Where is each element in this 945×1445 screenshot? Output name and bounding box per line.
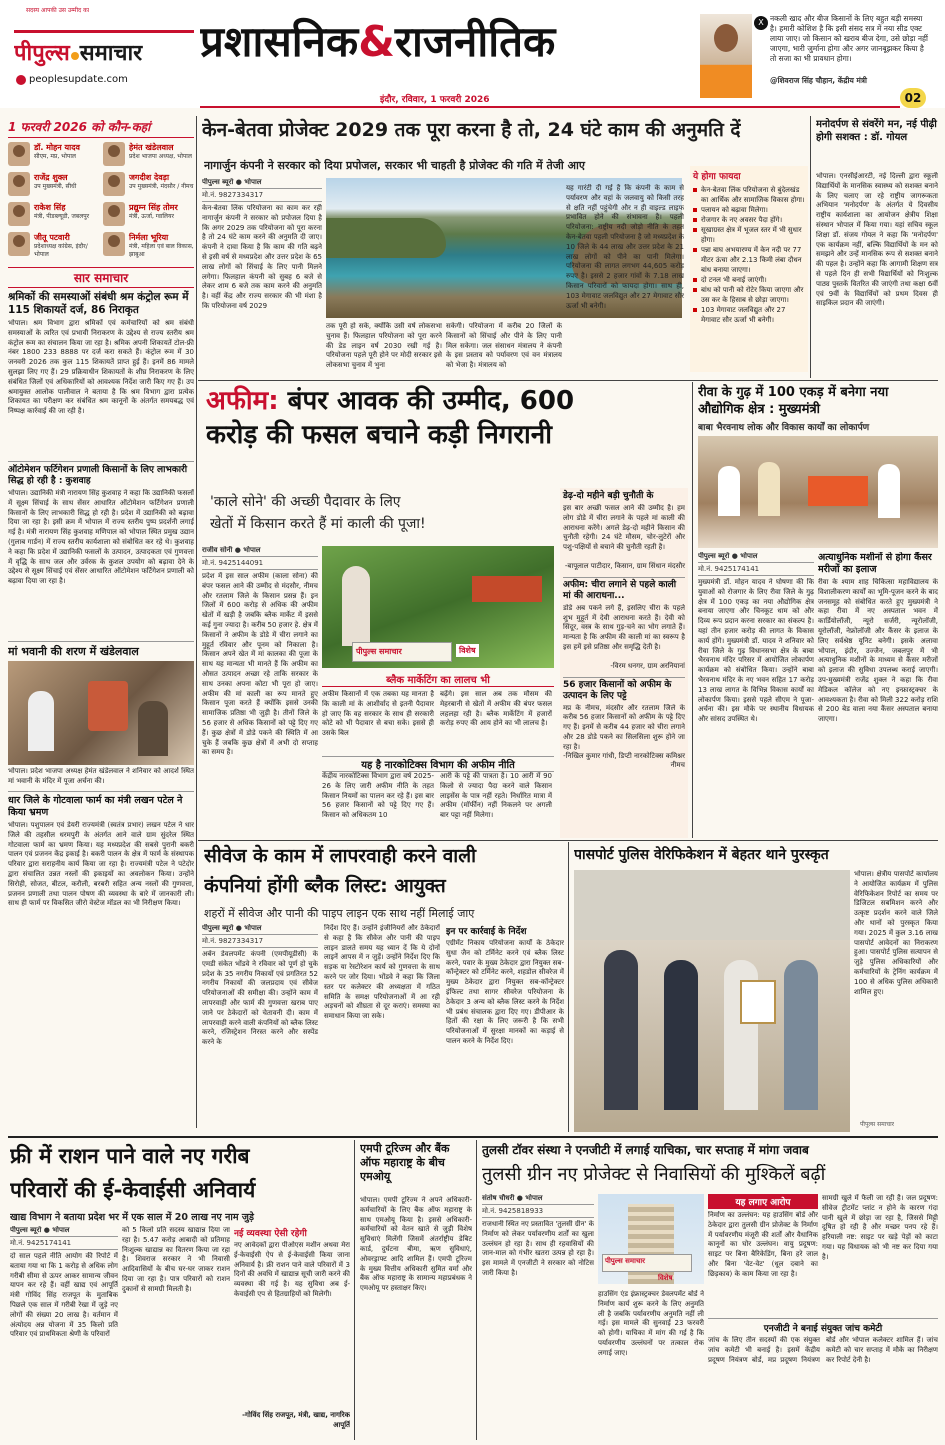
ration-col3-block	[234, 1226, 350, 1438]
person-name: डॉ. मोहन यादव	[34, 143, 80, 152]
tulsi-byline: संतोष चौधरी ● भोपाल	[482, 1194, 594, 1205]
s3-headline: मां भवानी की शरण में खंडेलवाल	[8, 641, 194, 658]
ken-subhead: नागार्जुन कंपनी ने सरकार को दिया प्रपोजल, सरकार भी चाहती है प्रोजेक्ट की गति में तेजी आए	[204, 159, 585, 172]
mid-rule-3	[8, 1136, 938, 1138]
side-head-1: डेढ़-दो महीने बड़ी चुनौती के	[563, 491, 654, 501]
passport-photo	[574, 870, 850, 1132]
sewage-col3: एग्रीमेंट निकाय परियोजना कार्यों के ठेकेदार सुधा जैन को टर्मिनेट करने एवं ब्लैक लिस्ट करने, पवार के मुख्य ठेकेदार द्वारा नियुक्त सब-कॉन्ट्रेक्टर को टर्मिनेट करने, शहडोल सीवरेज में मुख्य ठेकेदार द्वारा नियुक्त सब-कॉन्ट्रेक्टर इंफिल्ट तथा सागर सीवरेज परियोजना के ठेकेदार 3 अन्य को ब्लैक लिस्ट करने के निर्देश भी प्रबंध संचालक द्वारा दिए गए। डीपीआर के हितों की रक्षा के लिए जरूरी है कि सभी परियोजनाओं में सुरक्षा मानकों का कड़ाई से पालन करने के निर्देश दिए।	[446, 939, 564, 1045]
avatar	[103, 142, 125, 166]
ration-col1: दो साल पहले नीति आयोग की रिपोर्ट में बताया गया था कि 1 करोड़ से अधिक लोग गरीबी सीमा से ऊपर आकर सामान्य जीवन यापन कर रहे हैं। वहीं खाद्य एवं आपूर्ति मंत्री गोविंद सिंह राजपूत के मुताबिक पिछले एक साल में गरीबी रेखा में जुड़े नए लोगों की संख्या 20 लाख है। वर्तमान में अंत्योदय अन्न योजना में 35 किलो प्रति परिवार एवं प्राथमिकता श्रेणी के परिवारों	[10, 1252, 118, 1339]
logo-right: समाचार	[79, 41, 143, 66]
bm-col1: अफीम किसानों में एक तबका यह मानता है कि काली मां के आशीर्वाद से इतनी पैदावार हो जाए कि वह सरकार के साथ ही सरकारी कोटे को भी पैदावार से बचा सके। इससे ही उसके बिल	[322, 690, 434, 738]
person-card	[103, 172, 194, 196]
faida-item: दो टनल भी बनाई जाएंगी।	[693, 275, 805, 285]
person-name: प्रद्युम्न सिंह तोमर	[129, 203, 178, 212]
page-number: 02	[900, 88, 926, 108]
person-role: मंत्री, महिला एवं बाल विकास, झाबुआ	[129, 243, 194, 258]
opium-field-photo	[322, 546, 554, 668]
passport-body: भोपाल। क्षेत्रीय पासपोर्ट कार्यालय ने आयोजित कार्यक्रम में पुलिस वेरिफिकेशन रिपोर्ट का समय पर डिजिटल सबमिशन करने और उत्कृष्ट प्रदर्शन करने वाले जिले और थानों को पुरस्कृत किया गया। 2025 में कुल 3.16 लाख पासपोर्ट आवेदनों का निराकरण हुआ। पासपोर्ट पुलिस सत्यापन से जुड़े पुलिस अधिकारियों और कर्मचारियों के ट्रेनिंग कार्यक्रम में 100 से अधिक पुलिस अधिकारी शामिल हुए।	[854, 870, 938, 996]
afeem-headline-line2: करोड़ की फसल बचाने कड़ी निगरानी	[206, 420, 552, 450]
ken-faida-panel	[690, 166, 808, 372]
ration-subhead: खाद्य विभाग ने बताया प्रदेश भर में एक साल में 20 लाख नए नाम जुड़े	[10, 1212, 254, 1223]
sewage-byline: पीपुल्स ब्यूरो ● भोपाल	[202, 924, 318, 935]
ken-right-divider	[810, 116, 811, 378]
ration-mobile: मो.नं. 9425174141	[10, 1239, 118, 1250]
masthead	[0, 0, 945, 108]
rewa-mobile: मो.नं. 9425174141	[698, 565, 814, 576]
tulsi-headline-1: तुलसी टॉवर संस्था ने एनजीटी में लगाई याचिका, चार सप्ताह में मांगा जवाब	[482, 1143, 809, 1157]
passport-credit: पीपुल्स समाचार	[860, 1121, 895, 1128]
sewage-col3-head: इन पर कार्रवाई के निर्देश	[446, 927, 527, 937]
tulsi-col2: हाउसिंग एंड इंफ्रास्ट्रक्चर डेवलपमेंट बोर्ड ने निर्माण कार्य शुरू करने के लिए अनुमति ली है जबकि पर्यावरणीय अनुमति नहीं ली गई। इस मामले की सुनवाई 23 फरवरी को होगी। याचिका में मांग की गई है कि पर्यावरणीय उल्लंघनों पर तत्काल रोक लगाई जाए।	[598, 1290, 704, 1357]
cancer-headline: अत्याधुनिक मशीनों से होगा कैंसर मरीजों का इलाज	[818, 552, 932, 575]
mpt-headline: एमपी टूरिज्म और बैंक ऑफ महाराष्ट्र के बीच एमओयू	[360, 1142, 450, 1183]
ration-headline-1: फ्री में राशन पाने वाले नए गरीब	[10, 1144, 250, 1168]
sewage-right-divider	[568, 842, 569, 1132]
faida-title: ये होगा फायदा	[693, 172, 741, 182]
faida-item: पन्ना बाघ अभयारण्य में केन नदी पर 77 मीटर ऊंचा और 2.13 किमी लंबा दौधन बांध बनाया जाएगा।	[693, 245, 805, 275]
person-card	[8, 172, 99, 196]
cancer-body: रीवा के श्याम शाह चिकित्सा महाविद्यालय के विशालीकरण कार्यों का भूमि-पूजन करने के बाद जनसमूह को संबोधित करते हुए मुख्यमंत्री ने कहा रीवा में नए अस्पताल भवन में कार्डियोलॉजी, न्यूरो सर्जरी, न्यूरोलॉजी, यूरोलॉजी, नेफ्रोलॉजी और कैंसर के इलाज के लिए सर्वश्रेष्ठ यूनिट बनेगी। इसके अलावा भोपाल, इंदौर, उज्जैन, जबलपुर में भी अत्याधुनिक मशीनों के माध्यम से कैंसर मरीजों को इलाज की सुविधा उपलब्ध कराई जाएगी। उप-मुख्यमंत्री राजेंद्र शुक्ल ने कहा कि रीवा मेडिकल कॉलेज को नए इन्फ्रास्ट्रक्चर के आवश्यकता है। रीवा को मिली 322 करोड़ राशि से 200 बेड वाला नया कैंसर अस्पताल बनाया जाएगा।	[818, 578, 938, 724]
faida-item: केन-बेतवा लिंक परियोजना से बुंदेलखंड का आर्थिक और सामाजिक विकास होगा।	[693, 185, 805, 205]
narco-col1: केंद्रीय नारकोटिक्स विभाग द्वारा वर्ष 2025-26 के लिए जारी अफीम नीति के तहत किसान नियमों का पालन कर रहे हैं। इस बार 56 हजार किसानों को पट्टे दिए गए हैं। किसान को अधिकतम 10	[322, 772, 434, 820]
dateline-bar	[200, 92, 900, 108]
person-role: उप मुख्यमंत्री, सीधी	[34, 183, 77, 190]
tulsi-building-photo	[598, 1194, 704, 1284]
side-head-2: अफीम: चीरा लगाने से पहले काली मां की आराधना...	[563, 577, 685, 602]
ration-quote: -गोविंद सिंह राजपूत, मंत्री, खाद्य, नागरिक आपूर्ति	[242, 1411, 350, 1429]
side-head-3: 56 हजार किसानों को अफीम के उत्पादन के लिए पट्टे	[563, 677, 685, 702]
person-card	[103, 142, 194, 166]
afeem-right-divider	[692, 382, 693, 838]
tulsi-mobile: मो.नं. 9425818933	[482, 1207, 594, 1218]
saar-title: सार समाचार	[8, 267, 194, 288]
mid-rule-1	[198, 380, 938, 381]
ken-byline: पीपुल्स ब्यूरो ● भोपाल	[202, 178, 322, 189]
afeem-byline: राजीव सोनी ● भोपाल	[202, 546, 318, 557]
website-url: peoplesupdate.com	[29, 74, 128, 85]
logo-left: पीपुल्स	[14, 41, 70, 66]
ken-byline-block	[202, 178, 322, 389]
ngt-body: जांच के लिए तीन सदस्यों की एक संयुक्त जांच कमेटी भी बनाई है। इसमें केंद्रीय प्रदूषण नियंत्रण बोर्ड, मप्र प्रदूषण नियंत्रण बोर्ड और भोपाल कलेक्टर शामिल हैं। जांच कमेटी को चार सप्ताह में मौके का निरीक्षण कर रिपोर्ट देनी है।	[708, 1336, 938, 1364]
ken-headline: केन-बेतवा प्रोजेक्ट 2029 तक पूरा करना है तो, 24 घंटे काम की अनुमति दें	[202, 119, 741, 141]
s4-body: भोपाल। पशुपालन एवं डेयरी राज्यमंत्री (स्वतंत्र प्रभार) लखन पटेल ने धार जिले की तहसील धरमपुरी के अंतर्गत आने वाले ग्राम सुंदरेल स्थित गोटवाला फार्म का भ्रमण किया। यह मध्यप्रदेश की सबसे पुरानी बकरी पालन एवं प्रजनन केंद्र इकाई है। बकरी पालन के क्षेत्र में फार्म के संस्थापक परिवार द्वारा सराहनीय कार्य किया जा रहा है। राज्यमंत्री पटेल ने पटेदोर द्वारा संचालित उन्नत नस्लों की इकाइयों का अवलोकन किया। उन्होंने सिरोही, सोजत, बीटल, करौली, बरबरी सहित अन्य नस्लों की गुणवत्ता, प्रजनन प्रणाली तथा पालन पोषण की व्यवस्था के बारे में जानकारी ली। साथ ही फार्म पर विकसित जीरो वेस्टेज मॉडल का भी निरीक्षण किया।	[8, 821, 194, 908]
person-role: प्रदेश भाजपा अध्यक्ष, भोपाल	[129, 153, 192, 160]
afeem-col1: प्रदेश में इस साल अफीम (काला सोना) की बंपर फसल आने की उम्मीद से मंदसौर, नीमच और रतलाम जिले के किसान प्रसन्न हैं। इन जिलों में 600 करोड़ से अधिक की अफीम खेतों में खड़ी है जबकि ब्लैक मार्केट में इससे कई गुना ज्यादा है। करीब 50 हजार हे. क्षेत्र में किसानों ने अफीम के डोडे में चीरा लगाने का मुहूर्त रविवार और पूनम को निकाला है। किसान अपने खेत में मां कालका की पूजा के साथ यह मान्यता भी मानते हैं कि अफीम का औसत उत्पादन अच्छा रहे ताकि सरकार के साथ उनका अपना कोटा भी पूरा हो जाए। अफीम की मां काली का रूप मानते हुए किसान पूजा करते हैं क्योंकि इससे उनकी सामाजिक प्रतिष्ठा भी जुड़ी है। तीनों जिले के 56 हजार से अधिक किसानों को पट्टे दिए गए हैं। कुछ क्षेत्रों में डोडे पकने की स्थिति में आ चुके हैं जबकि कुछ क्षेत्रों में अभी दो सप्ताह का समय है।	[202, 572, 318, 757]
ration-col3: नए आवेदकों द्वारा पीओएस मशीन अथवा मेरा ई-केवाईसी ऐप से ई-केवाईसी किया जाना अनिवार्य है। फ्री राशन पाने वाले परिवारों में 3 दिनों की अवधि में खाद्यान्न सूची जारी करने की व्यवस्था की गई है। यह सुविधा अब ई-केवाईसी एप से हितग्राहियों को मिलेगी।	[234, 1241, 350, 1298]
section-title	[200, 12, 700, 78]
ken-col4-main: यह गारंटी दी गई है कि कंपनी के काम से पर्यावरण और वहां के जलवायु को किसी तरह से क्षति नहीं पहुंचेगी और न ही वाइल्ड लाइफ प्रभावित होने की संभावना है। पहली परियोजना: राष्ट्रीय नदी जोड़ो नीति के तहत केन-बेतवा पहली परियोजना है जो मध्यप्रदेश के 10 जिले के 44 लाख और उत्तर प्रदेश के 21 लाख लोगों को पीने का पानी मिलेगा। परियोजना की लागत लगभग 44,605 करोड़ रुपए है। इससे 2 हजार गांवों के 7.18 लाख किसान परिवारों को फायदा होगा। साथ ही, 103 मेगावाट जलविद्युत और 27 मेगावाट सौर ऊर्जा भी बनेगी।	[566, 184, 684, 310]
avatar	[103, 202, 125, 226]
globe-icon	[16, 75, 26, 85]
mid-rule-2	[198, 840, 938, 841]
side-quote-3: -निखिल कुमार गांधी, डिप्टी नारकोटिक्स कमिश्नर नीमच	[563, 751, 685, 770]
tulsi-headline-2: तुलसी ग्रीन नए प्रोजेक्ट से निवासियों की मुश्किलें बढ़ीं	[482, 1164, 826, 1185]
arop-body: निर्माण का उल्लंघन: यह हाउसिंग बोर्ड और ठेकेदार द्वारा तुलसी ग्रीन प्रोजेक्ट के निर्माण में पर्यावरणीय मंजूरी की शर्तों और वैधानिक कानूनों का घोर उल्लंघन। वायु प्रदूषण: साइट पर बिना बैरिकेडिंग, बिना हरे जाल और बिना 'वेट-वेट' (धूल दबाने का छिड़काव) के काम किया जा रहा है।	[708, 1211, 818, 1278]
left-column	[8, 118, 194, 1130]
afeem-headline-red: अफीम:	[206, 386, 279, 416]
people-grid	[8, 142, 194, 263]
side-body-3: मप्र के नीमच, मंदसौर और रतलाम जिले के करीब 56 हजार किसानों को अफीम के पट्टे दिए गए हैं। इनमें से करीब 44 हजार को चीरा लगाने और 28 डोडे पकने का सिलसिला शुरू होने जा रहा है।	[563, 703, 685, 751]
person-role: उप मुख्यमंत्री, मंदसौर / नीमच	[129, 183, 194, 190]
temple-photo	[8, 661, 194, 765]
logo	[14, 30, 194, 70]
tulsi-col1-block	[482, 1194, 594, 1430]
tulsi-photo-tag: विशेष	[658, 1274, 673, 1282]
sewage-col1-block	[202, 924, 318, 1128]
bm-col2: बढ़ेंगे। इस साल अब तक मौसम की मेहरबानी से खेतों में अफीम की बंपर फसल लहलहा रही है। ब्लैक मार्केटिंग में हजारों करोड़ रुपए की आय होने का भी लालच है।	[440, 690, 552, 728]
s2-headline: ऑटोमेशन फर्टिगेशन प्रणाली किसानों के लिए लाभकारी सिद्ध हो रही है : कुशवाह	[8, 461, 194, 487]
person-role: प्रदेशाध्यक्ष कांग्रेस, इंदौर/भोपाल	[34, 243, 88, 258]
rewa-body: मुख्यमंत्री डॉ. मोहन यादव ने घोषणा की कि युवाओं को रोजगार के लिए रीवा जिले के गुढ़ क्षेत्र में 100 एकड़ का नया औद्योगिक क्षेत्र बनाया जाएगा और चिनकूट धाम को और दिव्य रूप प्रदान करना सरकार का संकल्प है। यहां तीन हजार करोड़ की लागत के विकास कार्य होंगे। मुख्यमंत्री डॉ. यादव ने शनिवार को रीवा जिले के गुढ़ विधानसभा क्षेत्र के बाबा भैरवनाथ मंदिर परिसर में आयोजित लोकार्पण कार्यक्रम को संबोधित किया। उन्होंने बाबा भैरवनाथ मंदिर के नए भवन सहित 17 करोड़ 13 लाख लागत के विभिन्न विकास कार्यों का लोकार्पण किया। इससे पहले सीएम ने पूजा-अर्चना की। इस मौके पर स्थानीय विधायक और सांसद उपस्थित थे।	[698, 578, 814, 724]
afeem-sidebar	[560, 488, 688, 838]
x-badge: X	[754, 16, 768, 30]
website[interactable]	[16, 74, 128, 85]
person-role: मंत्री, पीडब्ल्यूडी, जबलपुर	[34, 213, 90, 220]
narco-col2: आरी के पट्टे की पात्रता है। 10 आरी में 90 किलो से ज्यादा पैदा करने वाले किसान लाइसेंस के पात्र नहीं रहते। निर्धारित मात्रा में अफीम (मॉर्फीन) नहीं निकलने पर अगली बार पट्टा नहीं मिलेगा।	[440, 772, 552, 820]
quote-text: नकली खाद और बीज किसानों के लिए बहुत बड़ी समस्या है। हमारी कोशिश है कि इसी संसद सत्र में नया सीड एक्ट लाया जाए। जो किसान को खराब बीज देगा, उसे छोड़ा नहीं जाएगा, भारी जुर्माना होगा और अगर जानबूझकर किया है तो सजा का भी प्रावधान होगा।	[770, 14, 928, 63]
ration-headline-2: परिवारों की ई-केवाईसी अनिवार्य	[10, 1178, 256, 1202]
person-card	[8, 142, 99, 166]
passport-headline: पासपोर्ट पुलिस वेरिफिकेशन में बेहतर थाने पुरस्कृत	[574, 847, 829, 863]
sewage-headline-1: सीवेज के काम में लापरवाही करने वाली	[204, 845, 477, 867]
rewa-headline: रीवा के गुढ़ में 100 एकड़ में बनेगा नया औद्योगिक क्षेत्र : मुख्यमंत्री	[698, 385, 889, 417]
s1-headline: श्रमिकों की समस्याओं संबंधी श्रम कंट्रोल रूम में 115 शिकायतें दर्ज, 86 निराकृत	[8, 291, 189, 316]
afeem-deck-2: खेतों में किसान करते हैं मां काली की पूजा!	[210, 516, 426, 532]
ration-col2: को 5 किलो प्रति सदस्य खाद्यान्न दिया जा रहा है। 5.47 करोड़ आबादी को प्रतिमाह निःशुल्क खाद्यान्न का वितरण किया जा रहा है। शिवराज सरकार ने भी निवासी आदिवासियों के बीच घर-घर जाकर राशन दिया जा रहा है। पात्र परिवारों को राशन दुकानों से सामग्री मिलती है।	[122, 1226, 230, 1293]
ration-col3-head: नई व्यवस्था ऐसी रहेगी	[234, 1229, 307, 1239]
narco-title: यह है नारकोटिक्स विभाग की अफीम नीति	[322, 756, 554, 772]
person-name: राजेंद्र शुक्ल	[34, 173, 68, 182]
afeem-headline-rest: बंपर आवक की उम्मीद, 600	[287, 386, 575, 416]
faida-item: सूखाग्रस्त क्षेत्र में भूजल स्तर में भी सुधार होगा।	[693, 225, 805, 245]
sewage-col3-block	[446, 924, 564, 1132]
masthead-tagline: सदस्य आपकी उस उम्मीद का	[26, 7, 90, 14]
ngt-panel	[708, 1318, 938, 1438]
side-quote-1: -बापूलाल पाटीदार, किसान, ग्राम सिंधान मंदसौर	[564, 562, 685, 570]
photo-tag: विशेष	[456, 644, 479, 657]
avatar	[8, 202, 30, 226]
avatar	[8, 142, 30, 166]
ngt-title: एनजीटी ने बनाई संयुक्त जांच कमेटी	[708, 1318, 938, 1334]
ration-col1-block	[10, 1226, 118, 1436]
avatar	[8, 172, 30, 196]
person-role: सीएम, मप्र, भोपाल	[34, 153, 76, 160]
ration-right-divider	[354, 1140, 355, 1440]
ken-col1: केन-बेतवा लिंक परियोजना का काम कर रही नागार्जुन कंपनी ने सरकार को प्रपोजल दिया है कि अगर 2029 तक परियोजना को पूरा करना है तो 24 घंटे काम करने की अनुमति दी जाए। कंपनी ने दावा किया है कि काम की गति बढ़ने से इसी वर्ष से मध्यप्रदेश और उत्तर प्रदेश के 65 लाख लोगों को सिंचाई के लिए पानी मिलने लगेगा। फिलहाल कंपनी को सुबह 6 बजे से लेकर शाम 6 बजे तक काम करने की अनुमति है। वहीं केंद्र और राज्य सरकार की भी मंशा है कि परियोजना वर्ष 2029	[202, 204, 322, 310]
quote-author: @शिवराज सिंह चौहान, केंद्रीय मंत्री	[770, 76, 867, 85]
faida-item: बांध को पानी को रोटेर किया जाएगा और उस कर के हिसाब से छोड़ा जाएगा।	[693, 285, 805, 305]
cancer-box	[818, 552, 938, 838]
section-amp: &	[358, 17, 395, 66]
s1-body: भोपाल। श्रम विभाग द्वारा श्रमिकों एवं कर्मचारियों को श्रम संबंधी समस्याओं के त्वरित एवं प्रभावी निराकरण के उद्देश्य से राज्य स्तरीय श्रम कंट्रोल रूम का संचालन किया जा रहा है। श्रमिक अपनी शिकायतें टोल-फ्री नंबर 1800 233 8888 पर दर्ज करा सकते हैं। कंट्रोल रूम में 30 जनवरी 2026 तक कुल 115 शिकायतें प्राप्त हुई हैं। इनमें 86 मामले सुलझा लिए गए हैं। 29 प्रक्रियाधीन शिकायतों के शीघ्र निराकरण के लिए संबंधित जिलों एवं अधिकारियों को आवश्यक निर्देश जारी किए गए हैं। उप श्रमायुक्त आलोक पालीवाल ने बताया है कि श्रम विभाग द्वारा प्रत्येक शिकायत का परीक्षण कर संबंधित श्रम कानूनों के अंतर्गत समयबद्ध एवं निष्पक्ष कार्रवाई की जा रही है।	[8, 319, 194, 416]
person-card	[103, 202, 194, 226]
manodarpan-body: भोपाल। एनसीईआरटी, नई दिल्ली द्वारा स्कूली विद्यार्थियों के मानसिक स्वास्थ्य को सशक्त बनाने के लिए चलाए जा रहे राष्ट्रीय जागरूकता अभियान 'मनोदर्पण' के अंतर्गत ये दिवसीय राष्ट्रीय कार्यशाला का आयोजन क्षेत्रीय शिक्षा संस्थान भोपाल में किया गया। यहां सचिव स्कूल शिक्षा डॉ. संजय गोयल ने कहा कि 'मनोदर्पण' एक कार्यक्रम नहीं, बल्कि विद्यार्थियों के मन को समझने और उन्हें मानसिक रूप से सशक्त बनाने की पहल है। उन्होंने कहा कि आगामी शिक्षण सत्र से पहले दिन ही सभी विद्यार्थियों को निःशुल्क पाठ्य पुस्तकें वितरित की जाएंगी तथा कक्षा 6वीं एवं 9वीं के विद्यार्थियों को प्रथम दिवस ही साइकिल प्रदान की जाएंगी।	[816, 172, 938, 308]
faida-item: रोजगार के नए अवसर पैदा होंगे।	[693, 215, 805, 225]
s3-caption: भोपाल। प्रदेश भाजपा अध्यक्ष हेमंत खंडेलवाल ने शनिवार को आदर्श स्थित मां भवानी के मंदिर में पूजा अर्चना की।	[8, 767, 194, 785]
avatar	[8, 232, 30, 256]
side-quote-2: -विरम धनगर, ग्राम अरनियानां	[610, 661, 685, 670]
afeem-mobile: मो.नं. 9425144091	[202, 559, 318, 570]
s4-headline: धार जिले के गोटवाला फार्म का मंत्री लखन पटेल ने किया भ्रमण	[8, 791, 194, 819]
ken-col2: तक पूरी हो सके, क्योंकि उसी वर्ष लोकसभा चुनाव हैं। फिलहाल परियोजना को पूरा करने की डेड लाइन वर्ष 2030 रखी गई है। परियोजना पहले पूरी होने पर मोदी सरकार इसे लोकसभा चुनाव में भुना	[326, 322, 442, 370]
tulsi-photo-brand: पीपुल्स समाचार	[605, 1257, 646, 1265]
s2-body: भोपाल। उद्यानिकी मंत्री नारायण सिंह कुशवाह ने कहा कि उद्यानिकी फसलों में सूक्ष्म सिंचाई के साथ सेंसर आधारित ऑटोमेशन फर्टिगेशन प्रणाली किसानों के लिए लाभकारी सिद्ध हो रही है। प्रदेश में उद्यानिकी को बढ़ावा दिया जा रहा है। इसी क्रम में भोपाल में राज्य स्तरीय पुष्प प्रदर्शनी लगाई गई है। मंत्री नारायण सिंह कुशवाह मणिपाल को भोपाल स्थित प्रमुख उद्यान (गुलाब गार्डन) में राज्य स्तरीय कार्यशाला को संबोधित कर रहे थे। कुशवाह ने कहा कि प्रदेश में उद्यानिकी फसलों के उत्पादन, उत्पादकता एवं गुणवत्ता में वृद्धि के साथ जल और उर्वरक के कुशल उपयोग को बढ़ावा देने के उद्देश्य से सूक्ष्म सिंचाई एवं सेंसर आधारित ऑटोमेशन फर्टिगेशन प्रणाली को बढ़ावा दिया जा रहा है।	[8, 489, 194, 586]
person-card	[8, 232, 99, 259]
person-card	[103, 232, 194, 259]
photo-brand: पीपुल्स समाचार	[356, 647, 402, 656]
kaun-kahan-title: 1 फरवरी 2026 को कौन-कहां	[8, 118, 194, 138]
person-name: जीतू पटवारी	[34, 233, 70, 242]
tulsi-col1: राजधानी स्थित नए प्रस्तावित 'तुलसी ग्रीन' के निर्माण को लेकर पर्यावरणीय शर्तों का खुला उल्लंघन हो रहा है। साथ ही रहवासियों की जान-माल को गंभीर खतरा उत्पन्न हो रहा है। इस मामले में एनजीटी ने सरकार को नोटिस जारी किया है।	[482, 1220, 594, 1277]
section-title-1: प्रशासनिक	[200, 17, 359, 66]
sewage-subhead: शहरों में सीवेज और पानी की पाइप लाइन एक साथ नहीं मिलाई जाए	[204, 907, 475, 920]
side-body-2: डोडे अब पकने लगे हैं, इसलिए चीरा के पहले शुभ मुहूर्त में देवी आराधना करते हैं। देवी को सिंदूर, वस्त्र के साथ गुड़-चने का भोग लगाते हैं। मान्यता है कि अफीम की काली मां का स्वरूप है इस हमें इसे प्रतिष्ठा और समृद्धि देती है।	[563, 603, 685, 651]
black-market-title: ब्लैक मार्केटिंग का लालच भी	[322, 672, 554, 687]
sewage-col1: अर्बन डेवलपमेंट कंपनी (एमपीयूडीसी) के एमडी संकेत भोंडवे ने रविवार को पूर्ण हो चुके प्रदेश के 35 नगरीय निकायों एवं प्रगतिरत 52 नगरीय निकायों की जलप्रदाय एवं सीवेज परियोजनाओं की समीक्षा की। उन्होंने काम में लापरवाही और फार्म की गुणवत्ता खराब पाए जाने पर ठेकेदारों को चेतावनी दी। काम में लापरवाही करने वाली कंपनियों को ब्लैक लिस्ट करने, रजिस्ट्रेशन निरस्त करने और सस्पेंड करने के	[202, 950, 318, 1047]
rewa-byline-block	[698, 552, 814, 840]
mpt-body: भोपाल। एमपी टूरिज्म ने अपने अधिकारी-कर्मचारियों के लिए बैंक ऑफ महाराष्ट्र के साथ एमओयू किया है। इससे अधिकारी-कर्मचारियों को वेतन खाते से जुड़ी विशेष सुविधाएं मिलेंगी जिसमें अंतर्राष्ट्रीय डेबिट कार्ड, दुर्घटना बीमा, ऋण सुविधाएं, ओवरड्राफ्ट आदि शामिल हैं। एमपी टूरिज्म के मुख्य वित्तीय अधिकारी सुमित वर्मा और बैंक ऑफ महाराष्ट्र के सामान्य महाप्रबंधक ने एमओयू पर हस्ताक्षर किए।	[360, 1196, 472, 1293]
person-card	[8, 202, 99, 226]
left-divider	[196, 116, 197, 1128]
section-title-2: राजनीतिक	[394, 17, 556, 66]
afeem-headline	[206, 384, 676, 418]
ken-mobile: मो.नं. 9827334317	[202, 191, 322, 202]
side-body-1: इस बार अच्छी फसल आने की उम्मीद है। हम लोग डोडे में चीरा लगाने के पहले मां काली की आराधना करेंगे। अगले डेढ़-दो महीने किसान की चुनौती रहेगी। 24 घंटे मौसम, चोर-लुटेरों और पशु-पक्षियों से बचाने की चुनौती रहती है।	[563, 504, 685, 552]
avatar	[103, 172, 125, 196]
faida-item: 103 मेगावाट जलविद्युत और 27 मेगावाट सौर ऊर्जा भी बनेगी।	[693, 305, 805, 325]
ken-col3: सकेगी। परियोजना में करीब 20 जिलों के किसानों को सिंचाई और पीने के लिए पानी मिल सकेगा। जल संसाधन मंत्रालय ने कंपनी के इस प्रस्ताव को पर्यावरण एवं वन मंत्रालय को भेजा है। मंत्रालय को	[446, 322, 562, 370]
sewage-mobile: मो.नं. 9827334317	[202, 937, 318, 948]
faida-item: पलायन को बढ़ावा मिलेगा।	[693, 205, 805, 215]
person-name: जगदीश देवड़ा	[129, 173, 170, 182]
sewage-col2: निर्देश दिए हैं। उन्होंने इंजीनियरों और ठेकेदारों से कहा है कि सीवेज और पानी की पाइप लाइन डालते समय यह ध्यान दें कि ये दोनों लाइनें आपस में न जुड़ें। उन्होंने निर्देश दिए कि सड़क या रेस्टोरेशन कार्य को गुणवत्ता के साथ करने पर जोर दिया। भोंडवे ने कहा कि जिला स्तर पर कलेक्टर की अध्यक्षता में गठित समिति के समक्ष परियोजनाओं में आ रही अड़चनों को शीघ्रता से दूर कराएं। समस्या का समाधान किया जा सके।	[324, 924, 440, 1021]
minister-photo	[700, 14, 752, 98]
tulsi-right-col: सामग्री खुले में फैली जा रही है। जल प्रदूषण: सीवेज ट्रीटमेंट प्लांट न होने के कारण गंदा पानी खुले में छोड़ा जा रहा है, जिससे मिट्टी दूषित हो रही है और मच्छर पनप रहे हैं। हरियाली नष्ट: साइट पर खड़े पेड़ों को काटा गया। यह विधायक को भी नष्ट कर दिया गया है।	[822, 1194, 938, 1261]
rewa-subhead: बाबा भैरवनाथ लोक और विकास कार्यों का लोकार्पण	[698, 423, 870, 433]
afeem-deck-1: 'काले सोने' की अच्छी पैदावार के लिए	[210, 494, 401, 510]
person-name: निर्मला भूरिया	[129, 233, 169, 242]
manodarpan-headline: मनोदर्पण से संवरेंगे मन, नई पीढ़ी होगी सशक्त : डॉ. गोयल	[816, 119, 937, 143]
ration-byline: पीपुल्स ब्यूरो ● भोपाल	[10, 1226, 118, 1237]
person-name: हेमंत खंडेलवाल	[129, 143, 174, 152]
person-role: मंत्री, ऊर्जा, ग्वालियर	[129, 213, 174, 220]
mpt-right-divider	[476, 1140, 477, 1440]
person-name: राकेश सिंह	[34, 203, 66, 212]
rewa-photo	[698, 436, 938, 548]
sewage-headline-2: कंपनियां होंगी ब्लैक लिस्ट: आयुक्त	[204, 875, 446, 897]
logo-mark-icon	[71, 52, 79, 60]
rewa-byline: पीपुल्स ब्यूरो ● भोपाल	[698, 552, 814, 563]
arop-title: यह लगाए आरोप	[708, 1194, 818, 1209]
dateline: इंदौर, रविवार, 1 फरवरी 2026	[380, 95, 490, 105]
avatar	[103, 232, 125, 256]
